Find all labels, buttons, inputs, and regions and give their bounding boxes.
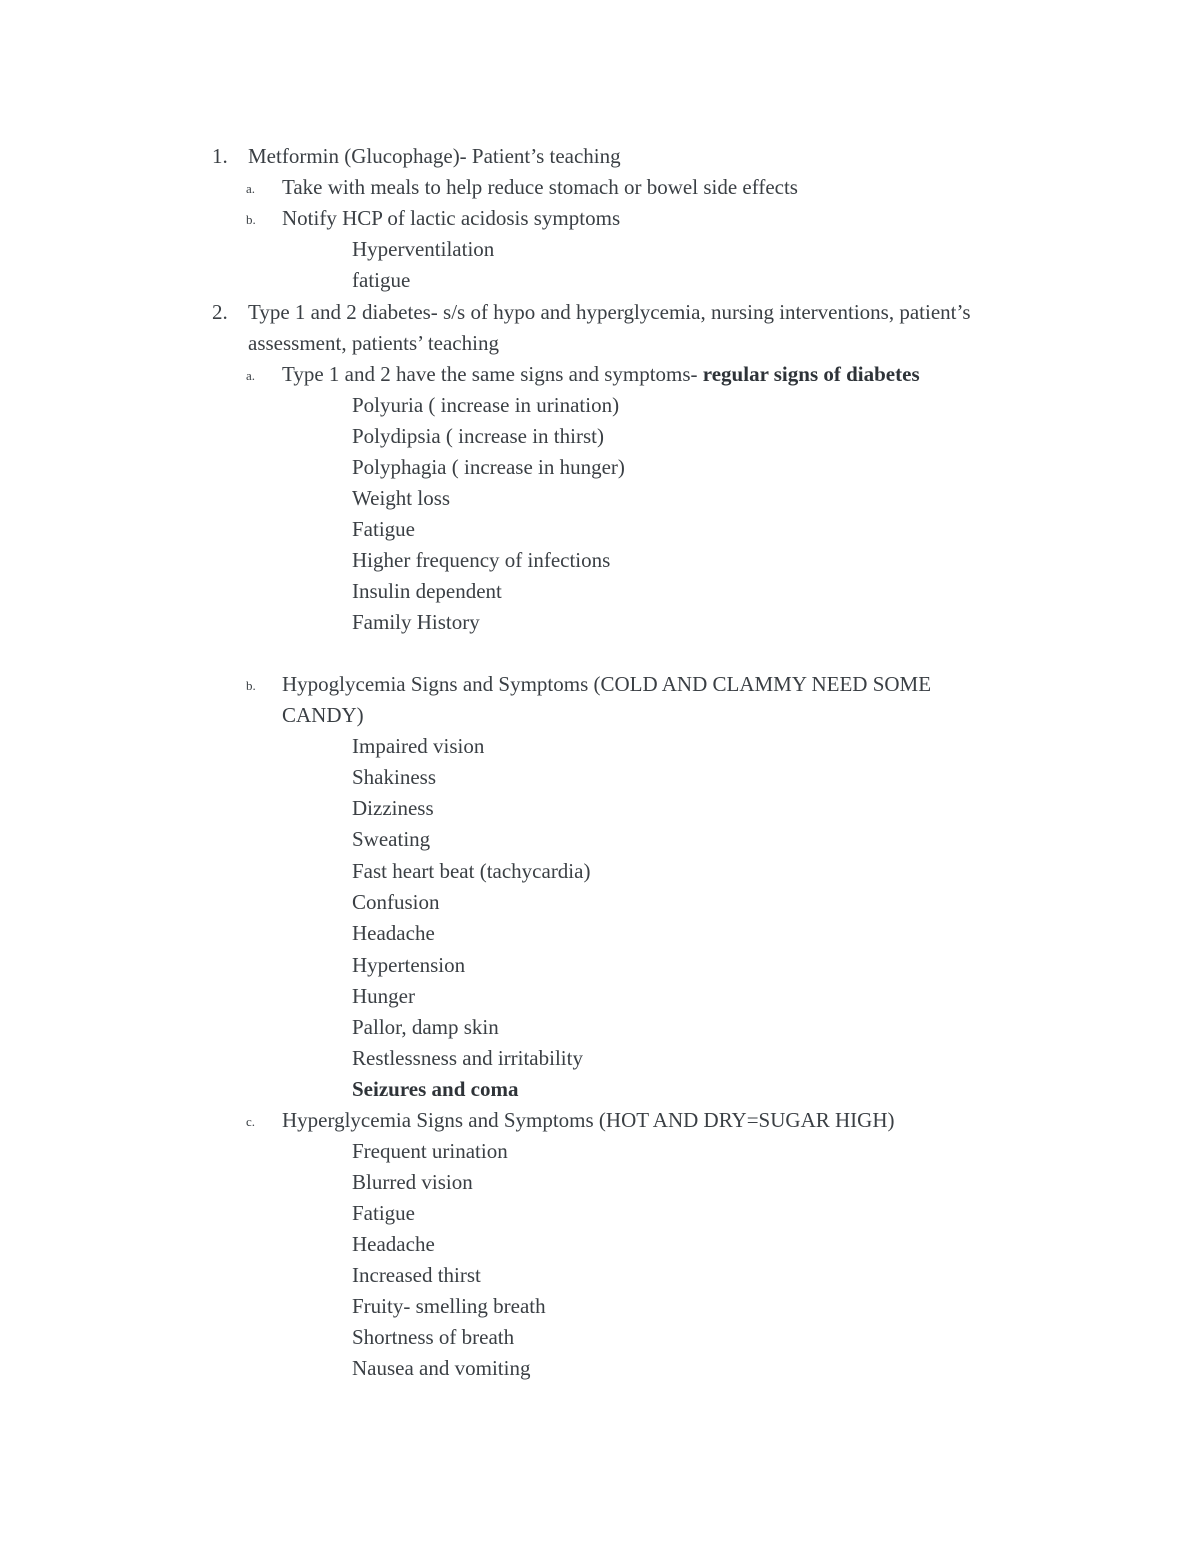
point: Shortness of breath: [352, 1325, 515, 1349]
point: Polydipsia ( increase in thirst): [352, 424, 604, 448]
item-number: 2.: [212, 300, 228, 324]
point-bold: Seizures and coma: [352, 1077, 519, 1101]
point: Higher frequency of infections: [352, 548, 611, 572]
point: Pallor, damp skin: [352, 1015, 499, 1039]
subitem-text: Hyperglycemia Signs and Symptoms (HOT AND DRY=SUGAR HIGH): [282, 1108, 895, 1132]
subitem-letter: a.: [246, 181, 256, 196]
point: Nausea and vomiting: [352, 1356, 531, 1380]
subitem-text: [282, 359, 920, 390]
point: Insulin dependent: [352, 579, 502, 603]
point: Confusion: [352, 890, 440, 914]
item-text-line1: Type 1 and 2 diabetes- s/s of hypo and hyperglycemia, nursing interventions, patient’s: [248, 300, 971, 324]
point: Fruity- smelling breath: [352, 1294, 546, 1318]
item-text-line2: assessment, patients’ teaching: [248, 331, 499, 355]
subitem-text-bold: regular signs of diabetes: [702, 362, 920, 386]
point: Sweating: [352, 827, 431, 851]
point: Headache: [352, 921, 435, 945]
point: Polyuria ( increase in urination): [352, 393, 620, 417]
point: Headache: [352, 1232, 435, 1256]
point: Hypertension: [352, 953, 466, 977]
subitem-letter: c.: [246, 1114, 256, 1129]
point: Dizziness: [352, 796, 434, 820]
subitem-text-line1: Hypoglycemia Signs and Symptoms (COLD AND CLAMMY NEED SOME: [282, 672, 932, 696]
point: Shakiness: [352, 765, 436, 789]
subitem-letter: b.: [246, 678, 256, 693]
point: Hunger: [352, 984, 415, 1008]
point: Polyphagia ( increase in hunger): [352, 455, 625, 479]
point: Hyperventilation: [352, 237, 495, 261]
point: Impaired vision: [352, 734, 485, 758]
point: Blurred vision: [352, 1170, 473, 1194]
subitem-text: Notify HCP of lactic acidosis symptoms: [282, 206, 621, 230]
point: Frequent urination: [352, 1139, 508, 1163]
subitem-text: Take with meals to help reduce stomach or bowel side effects: [282, 175, 798, 199]
point: Fatigue: [352, 1201, 415, 1225]
subitem-text-regular: Type 1 and 2 have the same signs and symptoms-: [282, 362, 703, 386]
subitem-letter: b.: [246, 212, 256, 227]
point: Fatigue: [352, 517, 415, 541]
point: Fast heart beat (tachycardia): [352, 859, 591, 883]
point: Weight loss: [352, 486, 451, 510]
point: Restlessness and irritability: [352, 1046, 583, 1070]
subitem-letter: a.: [246, 368, 256, 383]
point: Increased thirst: [352, 1263, 481, 1287]
point: fatigue: [352, 268, 411, 292]
item-text: Metformin (Glucophage)- Patient’s teaching: [248, 144, 621, 168]
item-number: 1.: [212, 144, 228, 168]
subitem-text-line2: CANDY): [282, 703, 364, 727]
point: Family History: [352, 610, 480, 634]
